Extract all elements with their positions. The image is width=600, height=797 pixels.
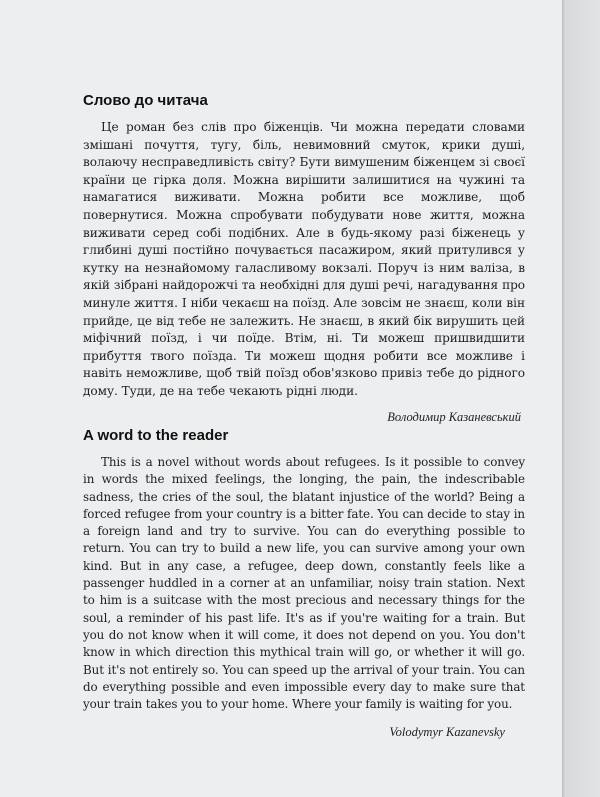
ukrainian-body: Це роман без слів про біженців. Чи можна передати словами змішані почуття, тугу, біль, невимовний смуток, крики душі, волаючу несправедливість світу? Бути вимушеним біженцем зі своєї країни це гірка доля. Можна вирішити залишитися на чужині та намагатися виживати. Можна робити все можливе, щоб повернутися. Можна спробувати побудувати нове життя, можна виживати серед собі подібних. Але в будь-якому разі біженець у глибині душі постійно почувається пасажиром, який притулився у кутку на незнайомому галасливому вокзалі. Поруч із ним валіза, в якій зібрані найдорожчі та необхідні для душі речі, нагадування про минуле життя. І ніби чекаєш на поїзд. Але зовсім не знаєш, коли він прийде, це від тебе не залежить. Не знаєш, в який бік вирушить цей міфічний поїзд, і чи поїде. Втім, ні. Ти можеш пришвидшити прибуття твого поїзда. Ти можеш щодня робити все можливе і навіть неможливе, щоб твій поїзд обов'язково привіз тебе до рідного дому. Туди, де на тебе чекають рідні люди. xyxy=(83,120,525,398)
english-author: Volodymyr Kazanevsky xyxy=(389,725,505,740)
ukrainian-section xyxy=(83,91,525,425)
ukrainian-heading: Слово до читача xyxy=(83,92,208,109)
page-edge xyxy=(562,0,600,797)
english-section xyxy=(83,426,525,740)
ukrainian-author: Володимир Казаневський xyxy=(387,409,521,424)
english-body: This is a novel without words about refugees. Is it possible to convey in words the mixed feelings, the longing, the pain, the indescribable sadness, the cries of the soul, the blatant injustice of the world? Being a forced refugee from your country is a bitter fate. You can decide to stay in a foreign land and try to survive. You can do everything possible to return. You can try to build a new life, you can survive among your own kind. But in any case, a refugee, deep down, constantly feels like a passenger huddled in a corner at an unfamiliar, noisy train station. Next to him is a suitcase with the most precious and necessary things for the soul, a reminder of his past life. It's as if you're waiting for a train. But you do not know when it will come, it does not depend on you. You don't know in which direction this mythical train will go, or whether it will go. But it's not entirely so. You can speed up the arrival of your train. You can do everything possible and even impossible every day to make sure that your train takes you to your home. Where your family is waiting for you. xyxy=(83,455,525,712)
english-heading: A word to the reader xyxy=(83,427,229,444)
